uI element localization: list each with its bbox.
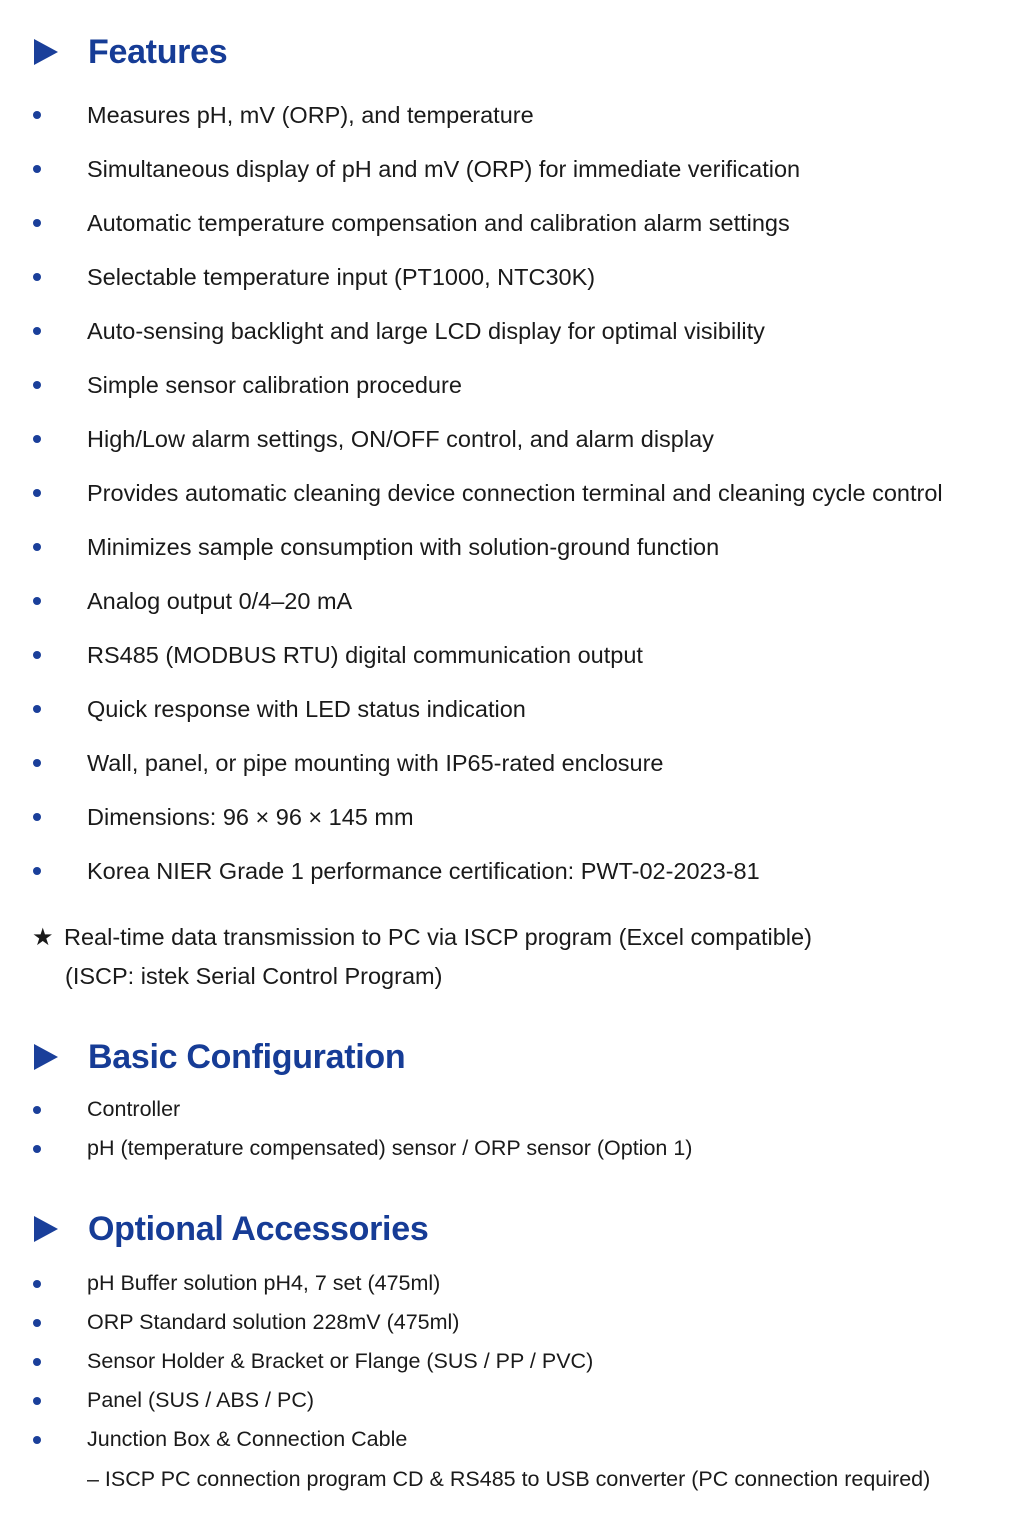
feature-text: Analog output 0/4–20 mA	[87, 588, 353, 614]
list-item	[0, 196, 943, 250]
feature-text: Provides automatic cleaning device connection terminal and cleaning cycle control	[87, 480, 943, 506]
bullet-icon	[33, 651, 41, 659]
list-item	[0, 628, 943, 682]
accessory-text: Sensor Holder & Bracket or Flange (SUS / PP / PVC)	[87, 1349, 594, 1373]
play-triangle-icon	[34, 39, 58, 65]
feature-text: Auto-sensing backlight and large LCD display for optimal visibility	[87, 318, 765, 344]
basic-configuration-heading	[34, 1032, 405, 1082]
accessory-text: Junction Box & Connection Cable	[87, 1427, 408, 1451]
features-heading	[34, 27, 227, 77]
optional-accessories-heading	[34, 1204, 428, 1254]
list-item	[0, 790, 943, 844]
bullet-icon	[33, 1397, 41, 1405]
bullet-icon	[33, 111, 41, 119]
list-item	[0, 1342, 593, 1381]
bullet-icon	[33, 381, 41, 389]
list-item	[0, 250, 943, 304]
bullet-icon	[33, 597, 41, 605]
list-item	[0, 466, 943, 520]
list-item	[0, 88, 943, 142]
features-list	[0, 88, 943, 898]
feature-text: Automatic temperature compensation and calibration alarm settings	[87, 210, 790, 236]
bullet-icon	[33, 705, 41, 713]
feature-text: Dimensions: 96 × 96 × 145 mm	[87, 804, 414, 830]
basic-configuration-list	[0, 1090, 692, 1168]
note-line-1	[32, 918, 812, 957]
list-item	[0, 1264, 593, 1303]
feature-text: Measures pH, mV (ORP), and temperature	[87, 102, 534, 128]
accessory-text: pH Buffer solution pH4, 7 set (475ml)	[87, 1271, 441, 1295]
accessory-text: Panel (SUS / ABS / PC)	[87, 1388, 315, 1412]
list-item	[0, 142, 943, 196]
list-item	[0, 574, 943, 628]
feature-text: RS485 (MODBUS RTU) digital communication output	[87, 642, 643, 668]
bullet-icon	[33, 813, 41, 821]
feature-text: Simultaneous display of pH and mV (ORP) for immediate verification	[87, 156, 801, 182]
bullet-icon	[33, 1280, 41, 1288]
list-item	[0, 1381, 593, 1420]
bullet-icon	[33, 1358, 41, 1366]
list-item	[0, 1303, 593, 1342]
list-item	[0, 358, 943, 412]
bullet-icon	[33, 435, 41, 443]
accessory-sub-item: – ISCP PC connection program CD & RS485 to USB converter (PC connection required)	[87, 1467, 931, 1491]
feature-text: High/Low alarm settings, ON/OFF control, and alarm display	[87, 426, 714, 452]
bullet-icon	[33, 219, 41, 227]
bullet-icon	[33, 489, 41, 497]
list-item	[0, 1129, 692, 1168]
feature-text: Minimizes sample consumption with solution-ground function	[87, 534, 720, 560]
list-item	[0, 520, 943, 574]
list-item	[0, 682, 943, 736]
feature-text: Wall, panel, or pipe mounting with IP65-rated enclosure	[87, 750, 664, 776]
bullet-icon	[33, 1145, 41, 1153]
bullet-icon	[33, 543, 41, 551]
bullet-icon	[33, 759, 41, 767]
list-item	[0, 844, 943, 898]
bullet-icon	[33, 327, 41, 335]
feature-text: Korea NIER Grade 1 performance certification: PWT-02-2023-81	[87, 858, 760, 884]
config-text: Controller	[87, 1097, 181, 1121]
config-text: pH (temperature compensated) sensor / ORP sensor (Option 1)	[87, 1136, 693, 1160]
play-triangle-icon	[34, 1044, 58, 1070]
note-line-2: (ISCP: istek Serial Control Program)	[65, 963, 443, 989]
play-triangle-icon	[34, 1216, 58, 1242]
features-title: Features	[88, 32, 228, 71]
note-text-1: Real-time data transmission to PC via ISCP program (Excel compatible)	[64, 924, 812, 950]
list-item	[0, 412, 943, 466]
basic-configuration-title: Basic Configuration	[88, 1037, 406, 1076]
list-item	[0, 1420, 593, 1459]
list-item	[0, 304, 943, 358]
bullet-icon	[33, 1106, 41, 1114]
bullet-icon	[33, 1436, 41, 1444]
bullet-icon	[33, 1319, 41, 1327]
list-item	[0, 1090, 692, 1129]
bullet-icon	[33, 165, 41, 173]
optional-accessories-title: Optional Accessories	[88, 1209, 429, 1248]
bullet-icon	[33, 273, 41, 281]
iscp-note	[32, 918, 812, 995]
list-item	[0, 736, 943, 790]
bullet-icon	[33, 867, 41, 875]
feature-text: Simple sensor calibration procedure	[87, 372, 462, 398]
optional-accessories-list	[0, 1264, 593, 1459]
star-icon: ★	[32, 924, 54, 951]
feature-text: Quick response with LED status indication	[87, 696, 526, 722]
feature-text: Selectable temperature input (PT1000, NTC30K)	[87, 264, 596, 290]
accessory-text: ORP Standard solution 228mV (475ml)	[87, 1310, 460, 1334]
